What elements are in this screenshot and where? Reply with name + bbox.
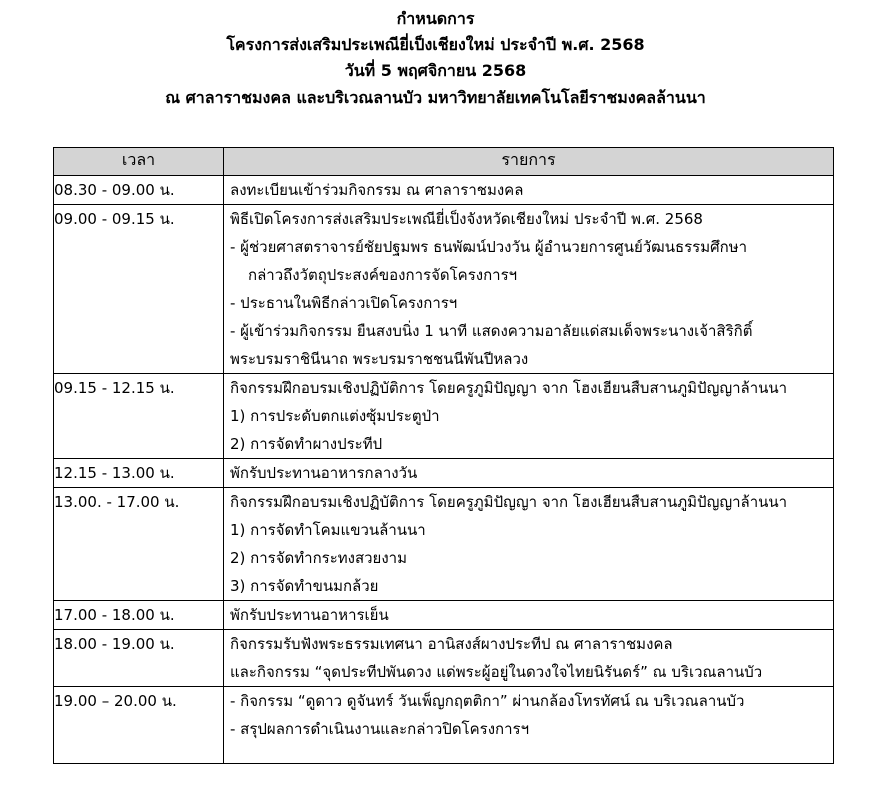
item-line: และกิจกรรม “จุดประทีปพันดวง แด่พระผู้อยู่ในดวงใจไทยนิรันดร์” ณ บริเวณลานบัว xyxy=(230,663,763,681)
table-row xyxy=(54,601,834,630)
table-row xyxy=(54,687,834,764)
item-line: พักรับประทานอาหารเย็น xyxy=(230,606,389,624)
item-line: กิจกรรมฝึกอบรมเชิงปฏิบัติการ โดยครูภูมิปัญญา จาก โฮงเฮียนสืบสานภูมิปัญญาล้านนา xyxy=(230,493,788,511)
items-cell xyxy=(224,488,834,601)
items-cell xyxy=(224,601,834,630)
item-line: - ผู้เข้าร่วมกิจกรรม ยืนสงบนิ่ง 1 นาที แสดงความอาลัยแด่สมเด็จพระนางเจ้าสิริกิติ์ xyxy=(230,322,753,340)
row-spacer xyxy=(224,743,833,763)
items-cell xyxy=(224,687,834,764)
time-cell: 13.00. - 17.00 น. xyxy=(54,488,224,601)
item-line: 1) การจัดทำโคมแขวนล้านนา xyxy=(230,521,426,539)
time-cell: 12.15 - 13.00 น. xyxy=(54,459,224,488)
item-line: พระบรมราชินีนาถ พระบรมราชชนนีพันปีหลวง xyxy=(230,350,529,368)
item-line: กิจกรรมรับฟังพระธรรมเทศนา อานิสงส์ผางประทีป ณ ศาลาราชมงคล xyxy=(230,635,673,653)
time-cell: 08.30 - 09.00 น. xyxy=(54,176,224,205)
column-header-time: เวลา xyxy=(54,148,224,176)
item-line: - กิจกรรม “ดูดาว ดูจันทร์ วันเพ็ญกฤตติกา” ผ่านกล้องโทรทัศน์ ณ บริเวณลานบัว xyxy=(230,692,745,710)
item-line: - สรุปผลการดำเนินงานและกล่าวปิดโครงการฯ xyxy=(230,720,530,738)
table-row xyxy=(54,205,834,374)
table-row xyxy=(54,374,834,459)
time-cell: 09.00 - 09.15 น. xyxy=(54,205,224,374)
item-line: กล่าวถึงวัตถุประสงค์ของการจัดโครงการฯ xyxy=(248,266,518,284)
items-cell xyxy=(224,459,834,488)
column-header-items: รายการ xyxy=(224,148,834,176)
item-line: - ผู้ช่วยศาสตราจารย์ชัยปฐมพร ธนพัฒน์ปวงวัน ผู้อำนวยการศูนย์วัฒนธรรมศึกษา xyxy=(230,238,748,256)
items-cell xyxy=(224,205,834,374)
time-cell: 18.00 - 19.00 น. xyxy=(54,630,224,687)
item-line: พิธีเปิดโครงการส่งเสริมประเพณียี่เป็งจังหวัดเชียงใหม่ ประจำปี พ.ศ. 2568 xyxy=(230,210,703,228)
items-cell xyxy=(224,176,834,205)
table-row xyxy=(54,488,834,601)
schedule-heading: กำหนดการ xyxy=(396,9,475,28)
items-cell xyxy=(224,630,834,687)
item-line: พักรับประทานอาหารกลางวัน xyxy=(230,464,418,482)
project-title: โครงการส่งเสริมประเพณียี่เป็งเชียงใหม่ ประจำปี พ.ศ. 2568 xyxy=(226,35,645,54)
table-row xyxy=(54,630,834,687)
item-line: 2) การจัดทำผางประทีป xyxy=(230,435,383,453)
time-cell: 17.00 - 18.00 น. xyxy=(54,601,224,630)
event-date: วันที่ 5 พฤศจิกายน 2568 xyxy=(344,61,527,80)
item-line: - ประธานในพิธีกล่าวเปิดโครงการฯ xyxy=(230,294,458,312)
table-row xyxy=(54,176,834,205)
table-header-row xyxy=(54,148,834,176)
items-cell xyxy=(224,374,834,459)
item-line: ลงทะเบียนเข้าร่วมกิจกรรม ณ ศาลาราชมงคล xyxy=(230,181,524,199)
time-cell: 19.00 – 20.00 น. xyxy=(54,687,224,764)
table-row xyxy=(54,459,834,488)
time-cell: 09.15 - 12.15 น. xyxy=(54,374,224,459)
schedule-table xyxy=(53,147,834,764)
item-line: 3) การจัดทำขนมกล้วย xyxy=(230,577,379,595)
event-venue: ณ ศาลาราชมงคล และบริเวณลานบัว มหาวิทยาลัยเทคโนโลยีราชมงคลล้านนา xyxy=(165,88,706,107)
item-line: 2) การจัดทำกระทงสวยงาม xyxy=(230,549,407,567)
item-line: กิจกรรมฝึกอบรมเชิงปฏิบัติการ โดยครูภูมิปัญญา จาก โฮงเฮียนสืบสานภูมิปัญญาล้านนา xyxy=(230,379,788,397)
item-line: 1) การประดับตกแต่งซุ้มประตูป่า xyxy=(230,407,440,425)
